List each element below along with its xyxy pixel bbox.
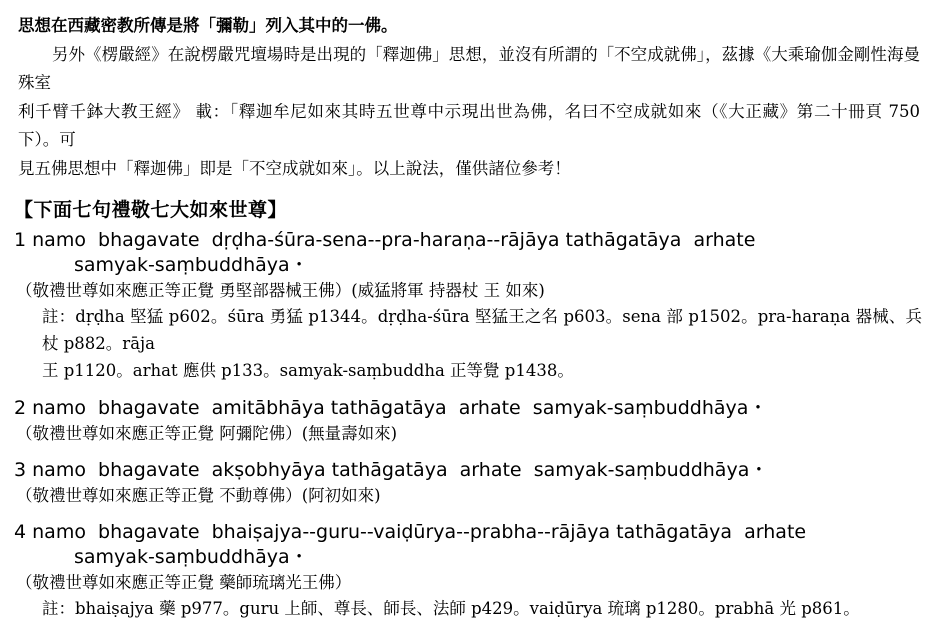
mantra-entry-2	[0, 396, 934, 446]
section-heading: 【下面七句禮敬七大如來世尊】	[14, 199, 288, 221]
intro-line-4-text: 見五佛思想中「釋迦佛」即是「不空成就如來」。以上說法，僅供諸位參考！	[18, 159, 571, 178]
mantra-note-4-line-1: 註：bhaiṣajya 藥 p977。guru 上師、尊長、師長、法師 p429。vaiḍūrya 琉璃 p1280。prabhā 光 p861。	[42, 599, 860, 618]
mantra-text-3: namo bhagavate akṣobhyāya tathāgatāya arhate samyak-saṃbuddhāya・	[32, 459, 769, 481]
mantra-gloss-3: （敬禮世尊如來應正等正覺 不動尊佛）(阿初如來)	[16, 486, 381, 505]
intro-paragraph	[0, 0, 934, 183]
intro-line-2	[18, 41, 920, 97]
intro-line-3	[18, 98, 920, 154]
intro-line-3-text: 利千臂千鉢大教王經》 載：「釋迦牟尼如來其時五世尊中示現出世為佛，名曰不空成就如來（《大正藏》第二十冊頁 750 下）。可	[18, 102, 920, 149]
mantra-text-2: namo bhagavate amitābhāya tathāgatāya arhate samyak-saṃbuddhāya・	[32, 397, 768, 419]
mantra-text-4: namo bhagavate bhaiṣajya--guru--vaiḍūrya--prabha--rājāya tathāgatāya arhate	[32, 521, 807, 543]
intro-line-1-text: 思想在西藏密教所傳是將「彌勒」列入其中的一佛。	[18, 16, 398, 35]
mantra-line-4	[14, 520, 934, 545]
mantra-entry-3	[0, 458, 934, 508]
mantra-gloss-1: （敬禮世尊如來應正等正覺 勇堅部器械王佛）(威猛將軍 持器杖 王 如來)	[16, 281, 545, 300]
mantra-gloss-4: （敬禮世尊如來應正等正覺 藥師琉璃光王佛）	[16, 573, 352, 592]
mantra-line-4-cont: samyak-saṃbuddhāya・	[74, 546, 309, 568]
intro-line-4	[18, 155, 920, 183]
entry-number-2: 2	[14, 397, 27, 419]
mantra-note-1-line-2: 王 p1120。arhat 應供 p133。samyak-saṃbuddha 正等覺 p1438。	[42, 361, 574, 380]
entry-number-3: 3	[14, 459, 27, 481]
mantra-line-3	[14, 458, 934, 483]
intro-line-1	[18, 12, 920, 40]
entry-number-1: 1	[14, 229, 27, 251]
mantra-entry-1	[0, 228, 934, 384]
mantra-gloss-2: （敬禮世尊如來應正等正覺 阿彌陀佛）(無量壽如來)	[16, 424, 398, 443]
mantra-text-1: namo bhagavate dṛḍha-śūra-sena--pra-haraṇa--rājāya tathāgatāya arhate	[32, 229, 756, 251]
entry-number-4: 4	[14, 521, 27, 543]
mantra-line-1	[14, 228, 934, 253]
mantra-line-1-cont: samyak-saṃbuddhāya・	[74, 254, 309, 276]
mantra-note-1-line-1: 註：dṛḍha 堅猛 p602。śūra 勇猛 p1344。dṛḍha-śūra 堅猛王之名 p603。sena 部 p1502。pra-haraṇa 器械、兵杖 p882。rāja	[42, 307, 922, 353]
intro-line-2-text: 另外《楞嚴經》在說楞嚴咒壇場時是出現的「釋迦佛」思想，並沒有所謂的「不空成就佛」，茲據《大乘瑜伽金剛性海曼殊室	[18, 45, 920, 92]
mantra-line-2	[14, 396, 934, 421]
mantra-entry-4	[0, 520, 934, 622]
